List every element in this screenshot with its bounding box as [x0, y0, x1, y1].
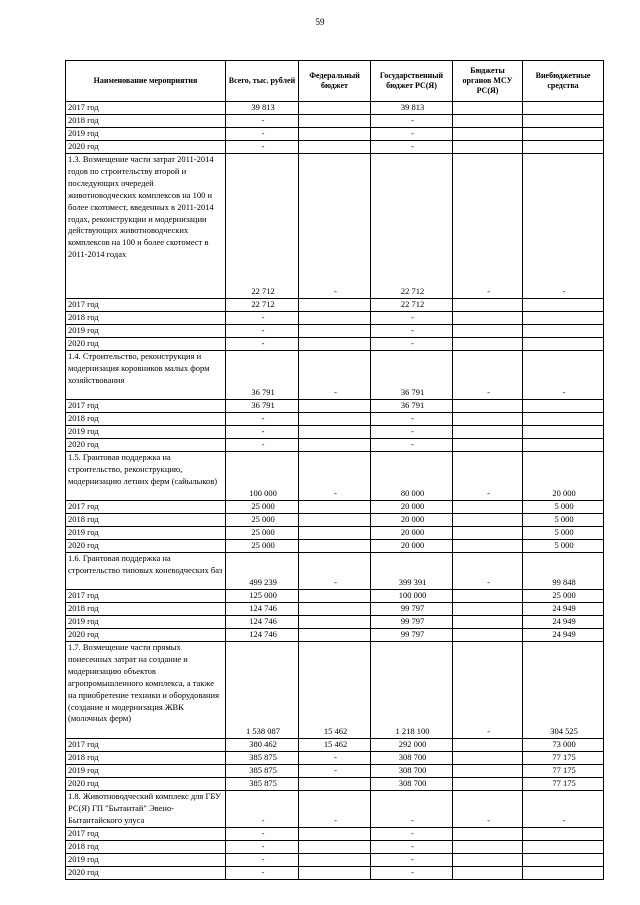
cell-extra: 77 175 — [523, 765, 604, 778]
year-row — [66, 413, 604, 426]
cell-municipal: - — [453, 791, 523, 828]
cell-total: 22 712 — [226, 154, 299, 299]
cell-federal — [299, 400, 371, 413]
header-name: Наименование мероприятия — [66, 61, 226, 102]
year-row — [66, 102, 604, 115]
cell-name: 2020 год — [66, 338, 226, 351]
cell-name: 2017 год — [66, 590, 226, 603]
cell-state: - — [371, 439, 453, 452]
cell-extra: - — [523, 351, 604, 400]
cell-federal — [299, 325, 371, 338]
cell-federal — [299, 426, 371, 439]
cell-municipal — [453, 841, 523, 854]
year-row — [66, 616, 604, 629]
cell-federal — [299, 828, 371, 841]
cell-state: - — [371, 312, 453, 325]
cell-state: 399 391 — [371, 553, 453, 590]
cell-extra — [523, 854, 604, 867]
cell-state: - — [371, 115, 453, 128]
cell-municipal — [453, 828, 523, 841]
activity-row — [66, 351, 604, 400]
page-number: 59 — [315, 17, 325, 27]
cell-federal — [299, 338, 371, 351]
cell-federal — [299, 102, 371, 115]
cell-state: 292 000 — [371, 739, 453, 752]
cell-federal — [299, 616, 371, 629]
cell-federal — [299, 128, 371, 141]
year-row — [66, 854, 604, 867]
cell-total: 385 875 — [226, 752, 299, 765]
cell-state: 22 712 — [371, 154, 453, 299]
cell-extra — [523, 338, 604, 351]
cell-municipal — [453, 413, 523, 426]
cell-total: 25 000 — [226, 514, 299, 527]
activity-row — [66, 553, 604, 590]
cell-total: - — [226, 841, 299, 854]
cell-state: 20 000 — [371, 527, 453, 540]
cell-federal: - — [299, 791, 371, 828]
cell-name: 2017 год — [66, 739, 226, 752]
cell-total: 125 000 — [226, 590, 299, 603]
cell-total: - — [226, 854, 299, 867]
cell-total: 100 000 — [226, 452, 299, 501]
cell-municipal — [453, 325, 523, 338]
header-municipal: Бюджеты органов МСУ РС(Я) — [453, 61, 523, 102]
header-total: Всего, тыс. рублей — [226, 61, 299, 102]
cell-extra — [523, 102, 604, 115]
cell-total: 22 712 — [226, 299, 299, 312]
year-row — [66, 527, 604, 540]
cell-extra — [523, 841, 604, 854]
cell-extra: 24 949 — [523, 603, 604, 616]
cell-name: 2017 год — [66, 299, 226, 312]
year-row — [66, 128, 604, 141]
cell-extra — [523, 325, 604, 338]
cell-extra: - — [523, 791, 604, 828]
cell-state: - — [371, 791, 453, 828]
cell-federal — [299, 527, 371, 540]
cell-municipal — [453, 400, 523, 413]
cell-municipal — [453, 527, 523, 540]
cell-state: 20 000 — [371, 540, 453, 553]
year-row — [66, 828, 604, 841]
cell-municipal — [453, 426, 523, 439]
cell-federal: - — [299, 752, 371, 765]
year-row — [66, 115, 604, 128]
cell-municipal — [453, 514, 523, 527]
cell-municipal — [453, 739, 523, 752]
cell-federal — [299, 778, 371, 791]
cell-federal — [299, 439, 371, 452]
year-row — [66, 629, 604, 642]
cell-municipal — [453, 501, 523, 514]
cell-federal — [299, 413, 371, 426]
cell-state: - — [371, 828, 453, 841]
cell-state: - — [371, 426, 453, 439]
cell-name: 2018 год — [66, 514, 226, 527]
year-row — [66, 778, 604, 791]
cell-municipal: - — [453, 452, 523, 501]
cell-extra: 20 000 — [523, 452, 604, 501]
cell-total: - — [226, 325, 299, 338]
cell-federal: - — [299, 452, 371, 501]
year-row — [66, 540, 604, 553]
cell-total: - — [226, 791, 299, 828]
cell-extra — [523, 867, 604, 880]
cell-extra — [523, 115, 604, 128]
cell-name: 1.6. Грантовая поддержка на строительство типовых коневодческих баз — [66, 553, 226, 590]
cell-name: 2019 год — [66, 616, 226, 629]
cell-extra: 304 525 — [523, 642, 604, 739]
cell-name: 2020 год — [66, 629, 226, 642]
cell-state: 99 797 — [371, 603, 453, 616]
cell-state: - — [371, 325, 453, 338]
cell-name: 2020 год — [66, 540, 226, 553]
cell-municipal — [453, 752, 523, 765]
cell-state: - — [371, 854, 453, 867]
cell-total: - — [226, 867, 299, 880]
year-row — [66, 501, 604, 514]
year-row — [66, 426, 604, 439]
cell-municipal — [453, 854, 523, 867]
cell-federal — [299, 590, 371, 603]
cell-state: - — [371, 141, 453, 154]
cell-municipal — [453, 299, 523, 312]
year-row — [66, 765, 604, 778]
cell-extra — [523, 400, 604, 413]
cell-state: - — [371, 867, 453, 880]
cell-name: 2018 год — [66, 841, 226, 854]
cell-state: - — [371, 338, 453, 351]
cell-name: 2017 год — [66, 501, 226, 514]
cell-total: - — [226, 141, 299, 154]
cell-federal — [299, 854, 371, 867]
cell-total: - — [226, 413, 299, 426]
cell-municipal — [453, 616, 523, 629]
cell-name: 2020 год — [66, 867, 226, 880]
header-state: Государственный бюджет РС(Я) — [371, 61, 453, 102]
cell-name: 2020 год — [66, 141, 226, 154]
cell-extra — [523, 141, 604, 154]
cell-name: 2019 год — [66, 765, 226, 778]
cell-municipal — [453, 102, 523, 115]
cell-name: 2019 год — [66, 128, 226, 141]
year-row — [66, 400, 604, 413]
cell-state: 308 700 — [371, 765, 453, 778]
cell-total: - — [226, 312, 299, 325]
cell-municipal — [453, 765, 523, 778]
cell-state: 100 000 — [371, 590, 453, 603]
cell-state: 1 218 100 — [371, 642, 453, 739]
cell-municipal — [453, 439, 523, 452]
cell-federal: 15 462 — [299, 642, 371, 739]
activity-row — [66, 452, 604, 501]
cell-total: - — [226, 115, 299, 128]
header-extra: Внебюджетные средства — [523, 61, 604, 102]
cell-total: 1 538 087 — [226, 642, 299, 739]
cell-total: - — [226, 828, 299, 841]
cell-extra — [523, 439, 604, 452]
cell-extra: 24 949 — [523, 616, 604, 629]
cell-total: - — [226, 426, 299, 439]
cell-federal: - — [299, 351, 371, 400]
cell-total: 36 791 — [226, 351, 299, 400]
cell-federal — [299, 299, 371, 312]
cell-extra: 99 848 — [523, 553, 604, 590]
cell-municipal — [453, 540, 523, 553]
cell-name: 1.8. Животноводческий комплекс для ГБУ РС(Я) ГП "Бытантай" Эвено-Бытантайского улуса — [66, 791, 226, 828]
year-row — [66, 590, 604, 603]
cell-name: 2019 год — [66, 426, 226, 439]
cell-name: 2019 год — [66, 854, 226, 867]
cell-municipal — [453, 629, 523, 642]
cell-name: 2017 год — [66, 102, 226, 115]
cell-extra: 25 000 — [523, 590, 604, 603]
year-row — [66, 752, 604, 765]
cell-total: 499 239 — [226, 553, 299, 590]
activity-row — [66, 154, 604, 299]
cell-state: 39 813 — [371, 102, 453, 115]
cell-total: 25 000 — [226, 527, 299, 540]
cell-extra — [523, 128, 604, 141]
cell-name: 1.7. Возмещение части прямых понесенных затрат на создание и модернизацию объектов агропромышленного комплекса, а также на приобретение техники и оборудования (создание и модернизация ЖВК (молочных ферм) — [66, 642, 226, 739]
cell-federal: - — [299, 154, 371, 299]
cell-name: 1.3. Возмещение части затрат 2011-2014 годов по строительству второй и последующих очередей животноводческих комплексов на 100 и более скотомест, введенных в 2011-2014 годах, реконструкции и модернизации действующих животноводческих комплексов на 100 и более скотомест в 2011-2014 годах — [66, 154, 226, 299]
cell-federal — [299, 514, 371, 527]
cell-total: 36 791 — [226, 400, 299, 413]
cell-state: - — [371, 413, 453, 426]
cell-state: 36 791 — [371, 351, 453, 400]
cell-state: 99 797 — [371, 629, 453, 642]
cell-federal: - — [299, 765, 371, 778]
cell-extra: 5 000 — [523, 501, 604, 514]
year-row — [66, 141, 604, 154]
header-federal: Федеральный бюджет — [299, 61, 371, 102]
cell-extra: 5 000 — [523, 527, 604, 540]
cell-total: 25 000 — [226, 540, 299, 553]
cell-federal — [299, 312, 371, 325]
cell-state: 80 000 — [371, 452, 453, 501]
cell-federal — [299, 501, 371, 514]
cell-municipal: - — [453, 553, 523, 590]
cell-federal — [299, 629, 371, 642]
cell-federal: - — [299, 553, 371, 590]
cell-state: 20 000 — [371, 514, 453, 527]
cell-state: - — [371, 128, 453, 141]
cell-extra: 73 000 — [523, 739, 604, 752]
cell-total: 124 746 — [226, 616, 299, 629]
cell-state: 308 700 — [371, 752, 453, 765]
cell-extra — [523, 299, 604, 312]
cell-municipal — [453, 603, 523, 616]
cell-state: - — [371, 841, 453, 854]
cell-total: 385 875 — [226, 778, 299, 791]
cell-name: 2018 год — [66, 603, 226, 616]
cell-extra: 5 000 — [523, 540, 604, 553]
cell-name: 2019 год — [66, 325, 226, 338]
cell-name: 1.5. Грантовая поддержка на строительство, реконструкцию, модернизацию летних ферм (сайылыков) — [66, 452, 226, 501]
year-row — [66, 867, 604, 880]
year-row — [66, 514, 604, 527]
cell-extra: 77 175 — [523, 778, 604, 791]
cell-municipal — [453, 128, 523, 141]
cell-total: - — [226, 338, 299, 351]
table-body — [66, 102, 604, 880]
cell-municipal — [453, 867, 523, 880]
year-row — [66, 325, 604, 338]
cell-total: 124 746 — [226, 603, 299, 616]
cell-federal: 15 462 — [299, 739, 371, 752]
cell-federal — [299, 141, 371, 154]
cell-municipal — [453, 338, 523, 351]
cell-extra: 5 000 — [523, 514, 604, 527]
cell-municipal — [453, 590, 523, 603]
cell-total: 39 813 — [226, 102, 299, 115]
cell-federal — [299, 115, 371, 128]
cell-extra — [523, 312, 604, 325]
cell-total: 124 746 — [226, 629, 299, 642]
cell-name: 2018 год — [66, 413, 226, 426]
cell-state: 20 000 — [371, 501, 453, 514]
activity-row — [66, 642, 604, 739]
cell-name: 2018 год — [66, 752, 226, 765]
cell-extra: 77 175 — [523, 752, 604, 765]
table-header-row — [66, 61, 604, 102]
budget-table — [65, 60, 604, 880]
cell-municipal — [453, 312, 523, 325]
cell-total: 25 000 — [226, 501, 299, 514]
cell-federal — [299, 867, 371, 880]
year-row — [66, 338, 604, 351]
year-row — [66, 299, 604, 312]
cell-municipal: - — [453, 642, 523, 739]
cell-total: - — [226, 128, 299, 141]
cell-total: 385 875 — [226, 765, 299, 778]
cell-extra — [523, 828, 604, 841]
cell-municipal: - — [453, 351, 523, 400]
cell-state: 308 700 — [371, 778, 453, 791]
cell-name: 2020 год — [66, 439, 226, 452]
year-row — [66, 603, 604, 616]
cell-municipal — [453, 778, 523, 791]
cell-state: 36 791 — [371, 400, 453, 413]
cell-extra: - — [523, 154, 604, 299]
cell-name: 2018 год — [66, 312, 226, 325]
cell-extra — [523, 426, 604, 439]
cell-name: 2017 год — [66, 400, 226, 413]
cell-municipal — [453, 115, 523, 128]
cell-name: 2019 год — [66, 527, 226, 540]
cell-extra — [523, 413, 604, 426]
cell-name: 2018 год — [66, 115, 226, 128]
cell-total: - — [226, 439, 299, 452]
cell-municipal: - — [453, 154, 523, 299]
cell-federal — [299, 540, 371, 553]
year-row — [66, 312, 604, 325]
cell-state: 22 712 — [371, 299, 453, 312]
cell-municipal — [453, 141, 523, 154]
activity-row — [66, 791, 604, 828]
year-row — [66, 841, 604, 854]
cell-total: 380 462 — [226, 739, 299, 752]
cell-state: 99 797 — [371, 616, 453, 629]
cell-name: 2017 год — [66, 828, 226, 841]
year-row — [66, 439, 604, 452]
cell-name: 1.4. Строительство, реконструкция и модернизация коровников малых форм хозяйствования — [66, 351, 226, 400]
cell-federal — [299, 603, 371, 616]
cell-extra: 24 949 — [523, 629, 604, 642]
cell-name: 2020 год — [66, 778, 226, 791]
year-row — [66, 739, 604, 752]
cell-federal — [299, 841, 371, 854]
